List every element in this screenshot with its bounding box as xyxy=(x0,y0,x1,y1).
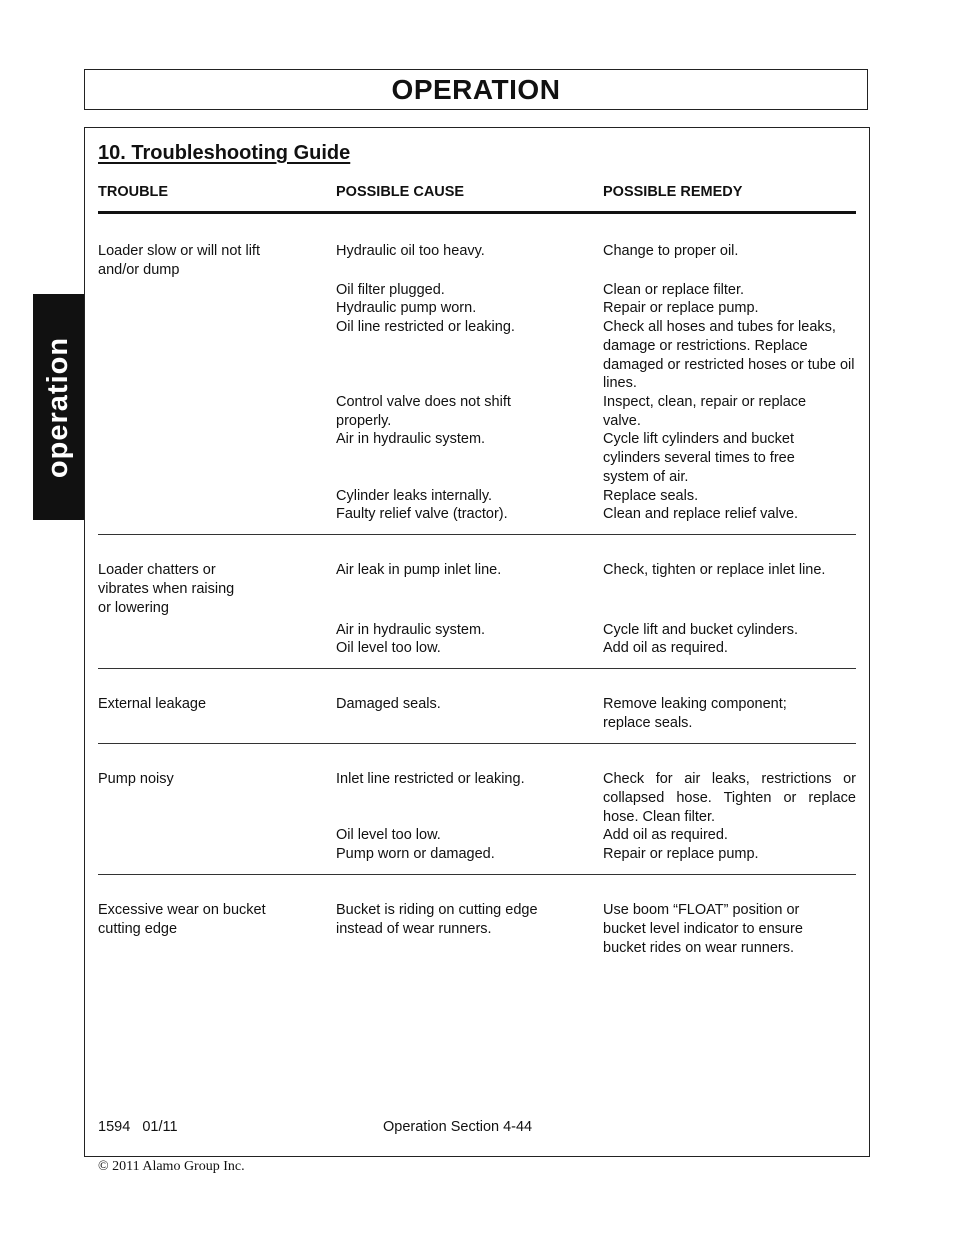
remedy-cell: Replace seals. xyxy=(603,488,699,504)
cause-cell: Pump worn or damaged. xyxy=(336,846,495,862)
row-divider xyxy=(98,743,856,744)
remedy-cell: Use boom “FLOAT” position or bucket level indicator to ensure bucket rides on wear runners. xyxy=(603,902,803,956)
column-header-cause: POSSIBLE CAUSE xyxy=(336,184,465,200)
cause-cell: Oil level too low. xyxy=(336,640,441,656)
header-rule xyxy=(98,211,856,214)
column-header-trouble: TROUBLE xyxy=(98,184,169,200)
row-divider xyxy=(98,668,856,669)
cause-cell: Inlet line restricted or leaking. xyxy=(336,771,525,787)
remedy-cell: Inspect, clean, repair or replace valve. xyxy=(603,394,807,429)
document-number: 1594 01/11 xyxy=(98,1119,178,1135)
cause-cell: Air in hydraulic system. xyxy=(336,431,486,447)
remedy-cell: Check all hoses and tubes for leaks, damage or restrictions. Replace damaged or restricted hoses or tube oil lines. xyxy=(603,319,855,392)
remedy-cell: Cycle lift cylinders and bucket cylinders several times to free system of air. xyxy=(603,431,795,485)
trouble-cell: Excessive wear on bucket cutting edge xyxy=(98,902,266,937)
cause-cell: Hydraulic oil too heavy. xyxy=(336,243,485,259)
copyright-notice: © 2011 Alamo Group Inc. xyxy=(98,1159,245,1174)
remedy-cell: Clean or replace filter. xyxy=(603,282,745,298)
trouble-cell: Pump noisy xyxy=(98,771,174,787)
remedy-cell: Repair or replace pump. xyxy=(603,300,759,316)
section-title: 10. Troubleshooting Guide xyxy=(98,142,351,164)
cause-cell: Air in hydraulic system. xyxy=(336,622,486,638)
remedy-cell: Add oil as required. xyxy=(603,827,728,843)
remedy-cell: Add oil as required. xyxy=(603,640,728,656)
column-header-remedy: POSSIBLE REMEDY xyxy=(603,184,743,200)
remedy-cell: Repair or replace pump. xyxy=(603,846,759,862)
cause-cell: Oil level too low. xyxy=(336,827,441,843)
page-title: OPERATION xyxy=(391,74,561,105)
row-divider xyxy=(98,534,856,535)
trouble-cell: External leakage xyxy=(98,696,207,712)
trouble-cell: Loader chatters or vibrates when raising or lowering xyxy=(98,562,235,616)
cause-cell: Faulty relief valve (tractor). xyxy=(336,506,508,522)
row-divider xyxy=(98,874,856,875)
remedy-cell: Cycle lift and bucket cylinders. xyxy=(603,622,799,638)
section-page-number: Operation Section 4-44 xyxy=(383,1119,533,1135)
trouble-cell: Loader slow or will not lift and/or dump xyxy=(98,243,260,278)
remedy-cell: Check for air leaks, restrictions or collapsed hose. Tighten or replace hose. Clean filter. xyxy=(603,771,856,825)
cause-cell: Control valve does not shift properly. xyxy=(336,394,511,429)
remedy-cell: Clean and replace relief valve. xyxy=(603,506,799,522)
cause-cell: Air leak in pump inlet line. xyxy=(336,562,502,578)
cause-cell: Hydraulic pump worn. xyxy=(336,300,477,316)
cause-cell: Oil filter plugged. xyxy=(336,282,445,298)
cause-cell: Bucket is riding on cutting edge instead of wear runners. xyxy=(336,902,538,937)
side-tab-label: operation xyxy=(42,336,74,478)
remedy-cell: Change to proper oil. xyxy=(603,243,739,259)
cause-cell: Cylinder leaks internally. xyxy=(336,488,493,504)
remedy-cell: Check, tighten or replace inlet line. xyxy=(603,562,826,578)
cause-cell: Damaged seals. xyxy=(336,696,441,712)
remedy-cell: Remove leaking component; replace seals. xyxy=(603,696,787,731)
side-tab-label-wrap xyxy=(33,294,84,520)
cause-cell: Oil line restricted or leaking. xyxy=(336,319,515,335)
